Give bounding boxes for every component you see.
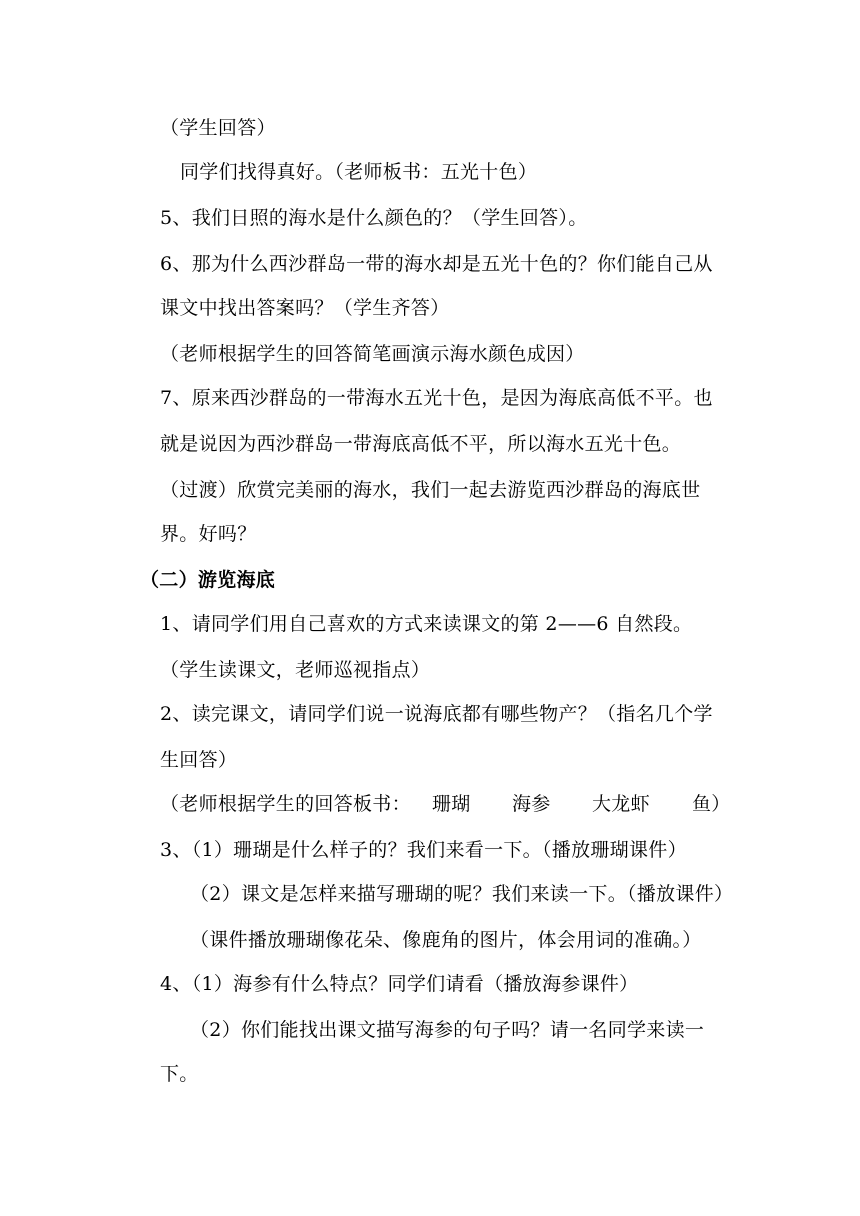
- board-item-lobster: 大龙虾: [592, 793, 650, 815]
- text-line: （2）你们能找出课文描写海参的句子吗？请一名同学来读一: [190, 1019, 705, 1041]
- text-line: 7、原来西沙群岛的一带海水五光十色，是因为海底高低不平。也: [160, 387, 713, 409]
- text-line: （2）课文是怎样来描写珊瑚的呢？我们来读一下。（播放课件）: [190, 883, 734, 905]
- text-line: （老师根据学生的回答简笔画演示海水颜色成因）: [160, 343, 585, 365]
- board-item-coral: 珊瑚: [432, 793, 471, 815]
- text-line: 1、请同学们用自己喜欢的方式来读课文的第 2——6 自然段。: [160, 613, 693, 635]
- text-line: 生回答）: [160, 749, 238, 771]
- section-heading: （二）游览海底: [140, 569, 276, 591]
- text-line: （课件播放珊瑚像花朵、像鹿角的图片，体会用词的准确。）: [190, 929, 702, 951]
- text-line: 课文中找出答案吗？（学生齐答）: [160, 297, 450, 319]
- board-writing-intro: （老师根据学生的回答板书：: [160, 793, 411, 815]
- text-line: 同学们找得真好。（老师板书：五光十色）: [180, 161, 538, 183]
- board-item-fish: 鱼）: [692, 793, 731, 815]
- text-line: （学生回答）: [160, 117, 276, 139]
- text-line: 4、（1）海参有什么特点？同学们请看（播放海参课件）: [160, 973, 639, 995]
- text-line: 界。好吗？: [160, 523, 257, 545]
- text-line: （学生读课文，老师巡视指点）: [160, 659, 431, 681]
- board-item-sea-cucumber: 海参: [512, 793, 551, 815]
- text-line: 3、（1）珊瑚是什么样子的？我们来看一下。（播放珊瑚课件）: [160, 839, 687, 861]
- text-line: （过渡）欣赏完美丽的海水，我们一起去游览西沙群岛的海底世: [160, 479, 701, 501]
- text-line: 2、读完课文，请同学们说一说海底都有哪些物产？（指名几个学: [160, 703, 713, 725]
- text-line: 下。: [160, 1063, 199, 1085]
- text-line: 就是说因为西沙群岛一带海底高低不平，所以海水五光十色。: [160, 433, 682, 455]
- text-line: 5、我们日照的海水是什么颜色的？（学生回答）。: [160, 207, 588, 229]
- text-line: 6、那为什么西沙群岛一带的海水却是五光十色的？你们能自己从: [160, 253, 713, 275]
